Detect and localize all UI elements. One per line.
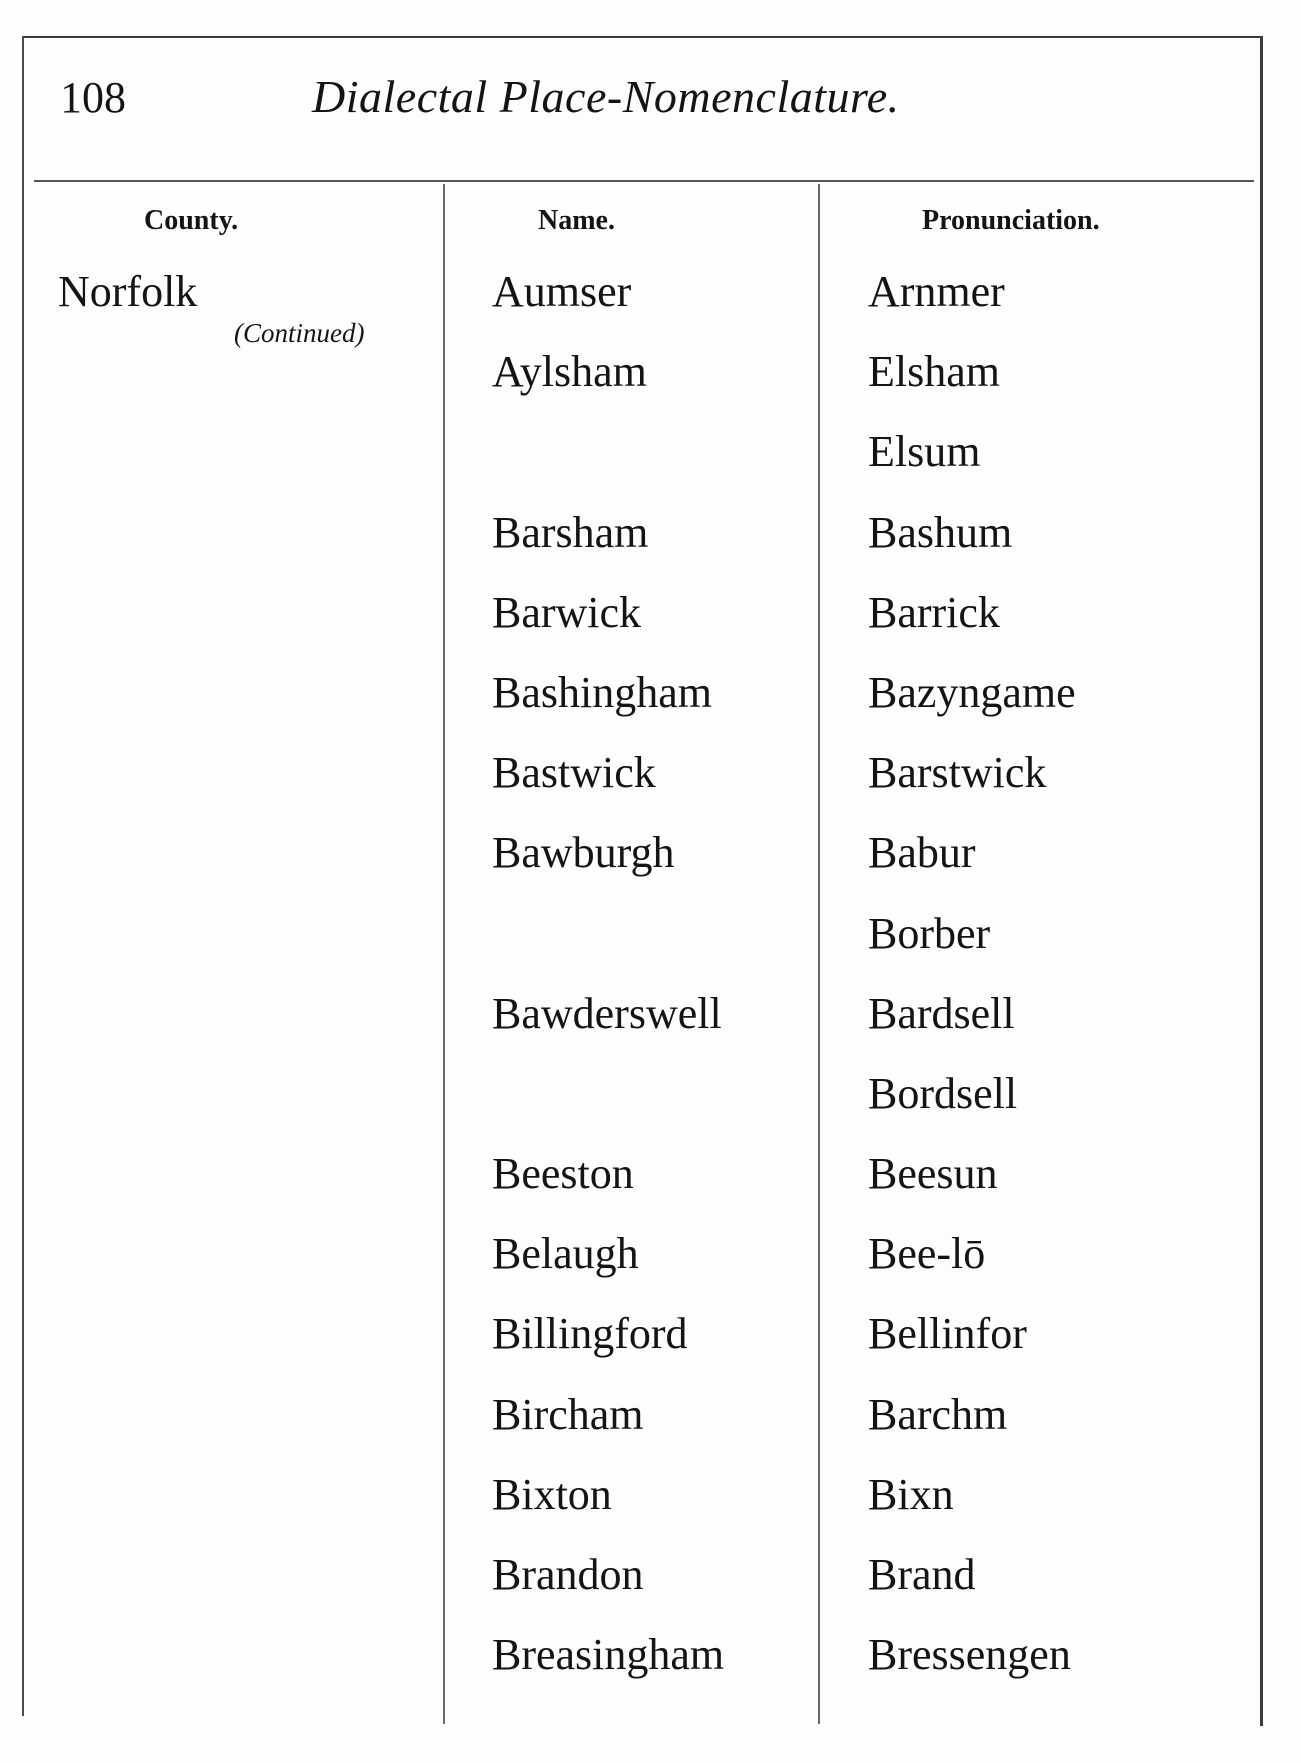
table-row [0, 1389, 1301, 1469]
place-name: Aumser [492, 267, 632, 316]
table-row [0, 266, 1301, 346]
table-row [0, 1148, 1301, 1228]
table-row [0, 587, 1301, 667]
place-pronunciation: Barchm [868, 1389, 1008, 1439]
place-pronunciation: Babur [868, 828, 976, 878]
place-pronunciation: Barstwick [868, 748, 1047, 798]
place-name: Bawderswell [492, 988, 722, 1038]
table-row [0, 1228, 1301, 1308]
place-pronunciation: Arnmer [868, 267, 1005, 316]
place-pronunciation: Borber [868, 908, 991, 958]
place-name: Aylsham [492, 347, 647, 397]
place-pronunciation: Brand [868, 1550, 976, 1599]
column-header-pronunciation: Pronunciation. [922, 205, 1100, 236]
place-pronunciation: Bixn [868, 1469, 954, 1519]
place-name: Bastwick [492, 748, 656, 798]
table-row [0, 747, 1301, 827]
place-pronunciation: Bordsell [868, 1068, 1018, 1118]
place-name: Billingford [492, 1309, 688, 1359]
place-name: Belaugh [492, 1229, 639, 1279]
place-pronunciation: Elsum [868, 427, 981, 477]
place-name: Beeston [492, 1149, 634, 1199]
running-title: Dialectal Place-Nomenclature. [312, 71, 900, 122]
place-pronunciation: Bellinfor [868, 1309, 1027, 1359]
place-name: Bixton [492, 1469, 612, 1519]
place-pronunciation: Bazyngame [868, 667, 1076, 717]
table-row [0, 426, 1301, 506]
table-row [0, 346, 1301, 426]
place-name: Breasingham [492, 1630, 725, 1680]
page-number: 108 [60, 73, 126, 122]
county-continued-note: (Continued) [234, 318, 365, 348]
table-row [0, 1549, 1301, 1629]
place-pronunciation: Bashum [868, 507, 1013, 557]
table-row [0, 827, 1301, 907]
place-pronunciation: Beesun [868, 1149, 998, 1199]
table-row [0, 1629, 1301, 1709]
place-name: Bawburgh [492, 828, 675, 878]
table-row [0, 988, 1301, 1068]
table-row [0, 1469, 1301, 1549]
place-pronunciation: Bardsell [868, 988, 1015, 1038]
place-pronunciation: Bressengen [868, 1630, 1071, 1680]
table-row [0, 1308, 1301, 1388]
column-header-name: Name. [538, 205, 615, 236]
header-rule [34, 180, 1254, 182]
table-row [0, 507, 1301, 587]
table-row [0, 908, 1301, 988]
place-pronunciation: Bee-lō [868, 1229, 986, 1279]
place-name: Bashingham [492, 667, 712, 717]
place-name: Brandon [492, 1550, 644, 1599]
place-pronunciation: Barrick [868, 587, 1000, 637]
column-header-county: County. [144, 205, 239, 236]
place-name: Bircham [492, 1389, 644, 1439]
place-name: Barsham [492, 507, 649, 557]
table-row [0, 1068, 1301, 1148]
table-row [0, 667, 1301, 747]
place-name: Barwick [492, 587, 642, 637]
frame-top-rule [22, 36, 1262, 38]
place-pronunciation: Elsham [868, 347, 1000, 397]
county-name: Norfolk [58, 267, 198, 316]
entries-table [0, 266, 1301, 1709]
